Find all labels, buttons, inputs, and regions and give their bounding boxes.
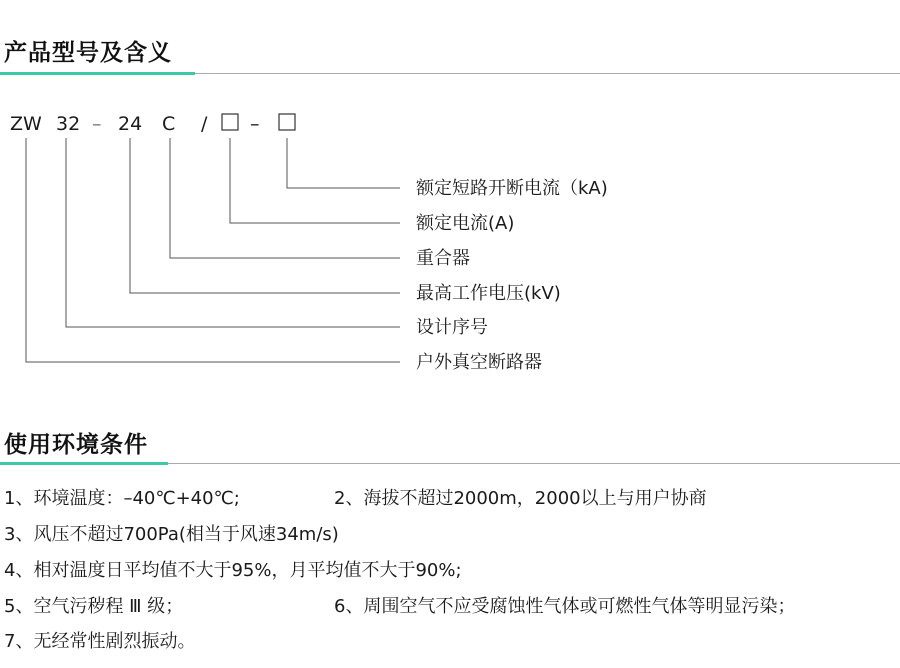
- code-part-series: ZW: [10, 113, 42, 135]
- leader-line-design: [66, 138, 400, 327]
- meaning-recloser: 重合器: [416, 248, 470, 269]
- section-title-environment: 使用环境条件: [4, 432, 148, 458]
- model-code-diagram: [0, 100, 900, 390]
- condition-wind-pressure: 3、风压不超过700Pa(相当于风速34m/s): [4, 524, 339, 545]
- meaning-design-serial: 设计序号: [416, 317, 488, 338]
- code-part-box-dash: –: [250, 113, 260, 135]
- leader-line-recloser: [170, 138, 400, 258]
- code-part-dash: –: [92, 113, 102, 135]
- meaning-outdoor-vacuum-breaker: 户外真空断路器: [416, 352, 542, 373]
- section-accent-bar: [0, 72, 195, 75]
- code-box-current: [222, 114, 238, 130]
- code-part-recloser: C: [162, 113, 176, 135]
- leader-line-rated-current: [230, 138, 400, 223]
- condition-air-contamination: 6、周围空气不应受腐蚀性气体或可燃性气体等明显污染；: [334, 596, 796, 617]
- condition-temperature: 1、环境温度：–40℃+40℃;: [4, 488, 240, 509]
- condition-pollution-level: 5、空气污秽程 Ⅲ 级；: [4, 596, 184, 617]
- code-part-voltage: 24: [118, 113, 143, 135]
- section-accent-bar: [0, 462, 168, 465]
- code-part-slash: /: [201, 113, 208, 135]
- condition-altitude: 2、海拔不超过2000m，2000以上与用户协商: [334, 488, 707, 509]
- meaning-max-voltage: 最高工作电压(kV): [416, 283, 561, 304]
- meaning-rated-current: 额定电流(A): [416, 213, 515, 234]
- code-box-breaking-current: [279, 114, 295, 130]
- leader-line-breaking-current: [287, 138, 400, 188]
- leader-line-series: [26, 138, 400, 362]
- code-part-design: 32: [56, 113, 81, 135]
- condition-vibration: 7、无经常性剧烈振动。: [4, 631, 196, 652]
- condition-humidity: 4、相对温度日平均值不大于95%，月平均值不大于90%;: [4, 560, 462, 581]
- section-title-model: 产品型号及含义: [4, 40, 172, 66]
- meaning-breaking-current: 额定短路开断电流（kA): [416, 178, 608, 199]
